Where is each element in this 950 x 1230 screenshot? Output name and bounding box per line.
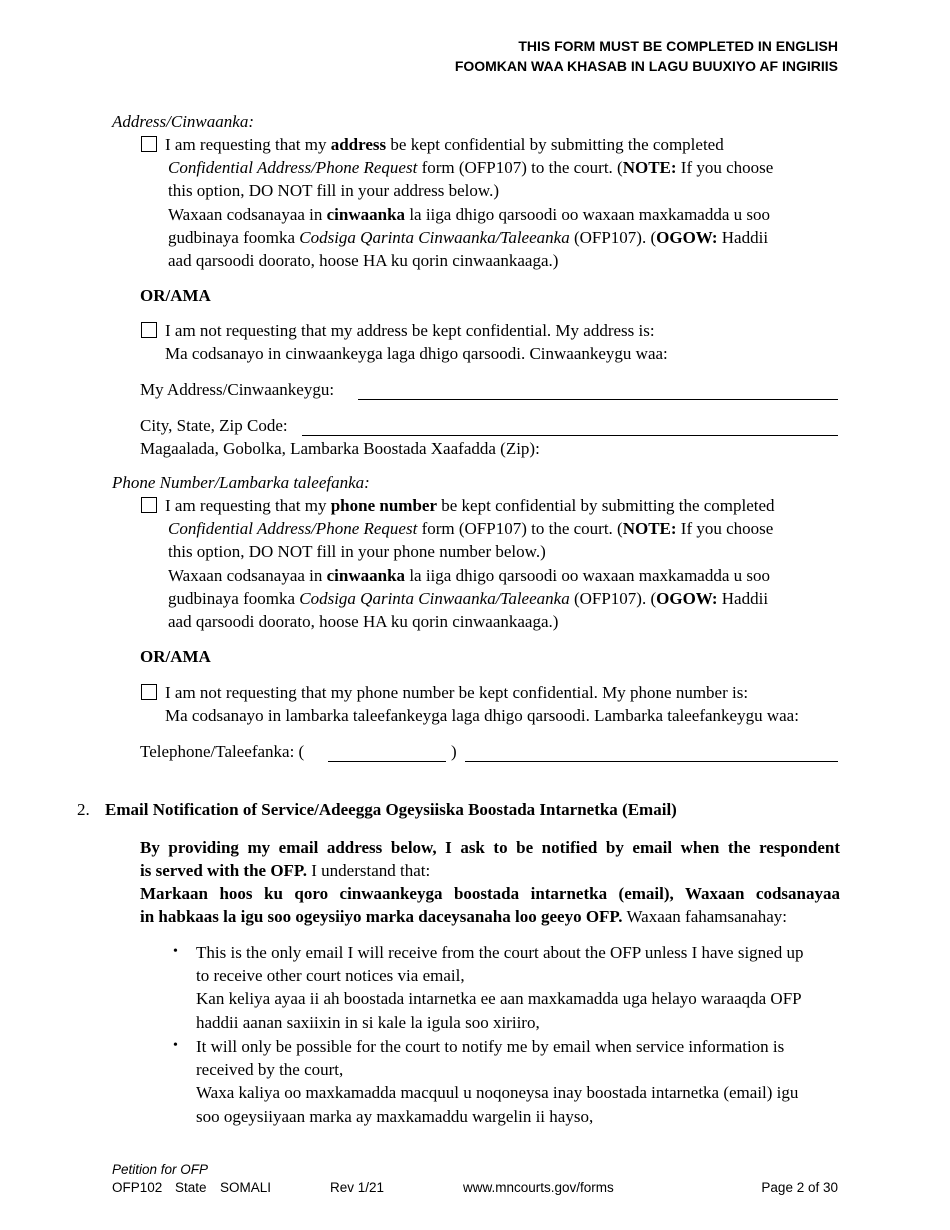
bullet-marker: • [173,1038,178,1053]
area-code-input-line[interactable] [328,760,446,762]
phone-not-confidential-checkbox[interactable] [141,684,157,700]
address-not-confidential-text: I am not requesting that my address be kept confidential. My address is: Ma codsanayo in cinwaankeyga laga dhigo qarsoodi. Cinwaankeygu waa: [165,321,668,364]
city-state-zip-input-line[interactable] [302,434,838,436]
bullet-marker: • [173,944,178,959]
address-not-confidential-checkbox[interactable] [141,322,157,338]
city-state-zip-label-somali: Magaalada, Gobolka, Lambarka Boostada Xaafadda (Zip): [140,439,540,458]
phone-section-label: Phone Number/Lambarka taleefanka: [112,473,370,492]
city-state-zip-label: City, State, Zip Code: [140,416,288,435]
email-consent-somali: Markaan hoos ku qoro cinwaankeyga boostada intarnetka (email), Waxaan codsanayaa in habkaas la igu soo ogeysiiyo marka daceysanaha loo geeyo OFP. Waxaan fahamsanahay: [140,884,840,927]
form-language-notice [455,36,838,76]
notice-line-somali: FOOMKAN WAA KHASAB IN LAGU BUUXIYO AF INGIRIIS [454,58,838,74]
phone-or-separator: OR/AMA [140,647,211,666]
notice-line-english: THIS FORM MUST BE COMPLETED IN ENGLISH [518,38,838,54]
phone-confidential-text: I am requesting that my phone number be kept confidential by submitting the completed Confidential Address/Phone Request form (OFP107) to the court. (NOTE: If you choose this option, DO NOT fill in your phone number below.) Waxaan codsanayaa in cinwaanka la iiga dhigo qarsoodi oo waxaan maxkamadda u soo gudbinaya foomka Codsiga Qarinta Cinwaanka/Taleeanka (OFP107). (OGOW: Haddii aad qarsoodi doorato, hoose HA ku qorin cinwaankaaga.) [165,496,775,632]
address-confidential-checkbox[interactable] [141,136,157,152]
phone-confidential-checkbox[interactable] [141,497,157,513]
my-address-input-line[interactable] [358,398,838,400]
telephone-number-input-line[interactable] [465,760,838,762]
footer-revision: Rev 1/21 [330,1180,385,1195]
telephone-label: Telephone/Taleefanka: ( [140,742,305,761]
email-section-title: Email Notification of Service/Adeegga Ogeysiiska Boostada Intarnetka (Email) [105,800,677,819]
address-or-separator: OR/AMA [140,286,211,305]
email-bullet-item: It will only be possible for the court to notify me by email when service information is received by the court, Waxa kaliya oo maxkamadda macquul u noqoneysa inay boostada intarnetka (email) igu soo ogeysiiyaan marka ay maxkamaddu wargelin ii hayso, [196,1037,799,1126]
address-section-label: Address/Cinwaanka: [112,112,254,131]
email-bullet-item: This is the only email I will receive from the court about the OFP unless I have signed up to receive other court notices via email, Kan keliya ayaa ii ah boostada intarnetka ee aan maxkamadda uga helayo waraaqda OFP haddii aanan saxiixin in si kale la igula soo xiriiro, [196,943,804,1032]
email-consent-english: By providing my email address below, I ask to be notified by email when the respondent is served with the OFP. I understand that: [140,838,840,881]
footer-url[interactable]: www.mncourts.gov/forms [463,1180,614,1195]
footer-form-title: Petition for OFP [112,1162,209,1177]
phone-not-confidential-text: I am not requesting that my phone number be kept confidential. My phone number is: Ma codsanayo in lambarka taleefankeyga laga dhigo qarsoodi. Lambarka taleefankeygu waa: [165,683,799,726]
footer-language: SOMALI [220,1180,272,1195]
footer-state: State [175,1180,207,1195]
footer-form-id: OFP102 [112,1180,163,1195]
address-confidential-text: I am requesting that my address be kept confidential by submitting the completed Confidential Address/Phone Request form (OFP107) to the court. (NOTE: If you choose this option, DO NOT fill in your address below.) Waxaan codsanayaa in cinwaanka la iiga dhigo qarsoodi oo waxaan maxkamadda u soo gudbinaya foomka Codsiga Qarinta Cinwaanka/Taleeanka (OFP107). (OGOW: Haddii aad qarsoodi doorato, hoose HA ku qorin cinwaankaaga.) [165,135,774,271]
email-section-number: 2. [77,800,90,819]
my-address-label: My Address/Cinwaankeygu: [140,380,335,399]
footer-page-number: Page 2 of 30 [761,1180,838,1195]
telephone-paren-close: ) [451,742,457,761]
